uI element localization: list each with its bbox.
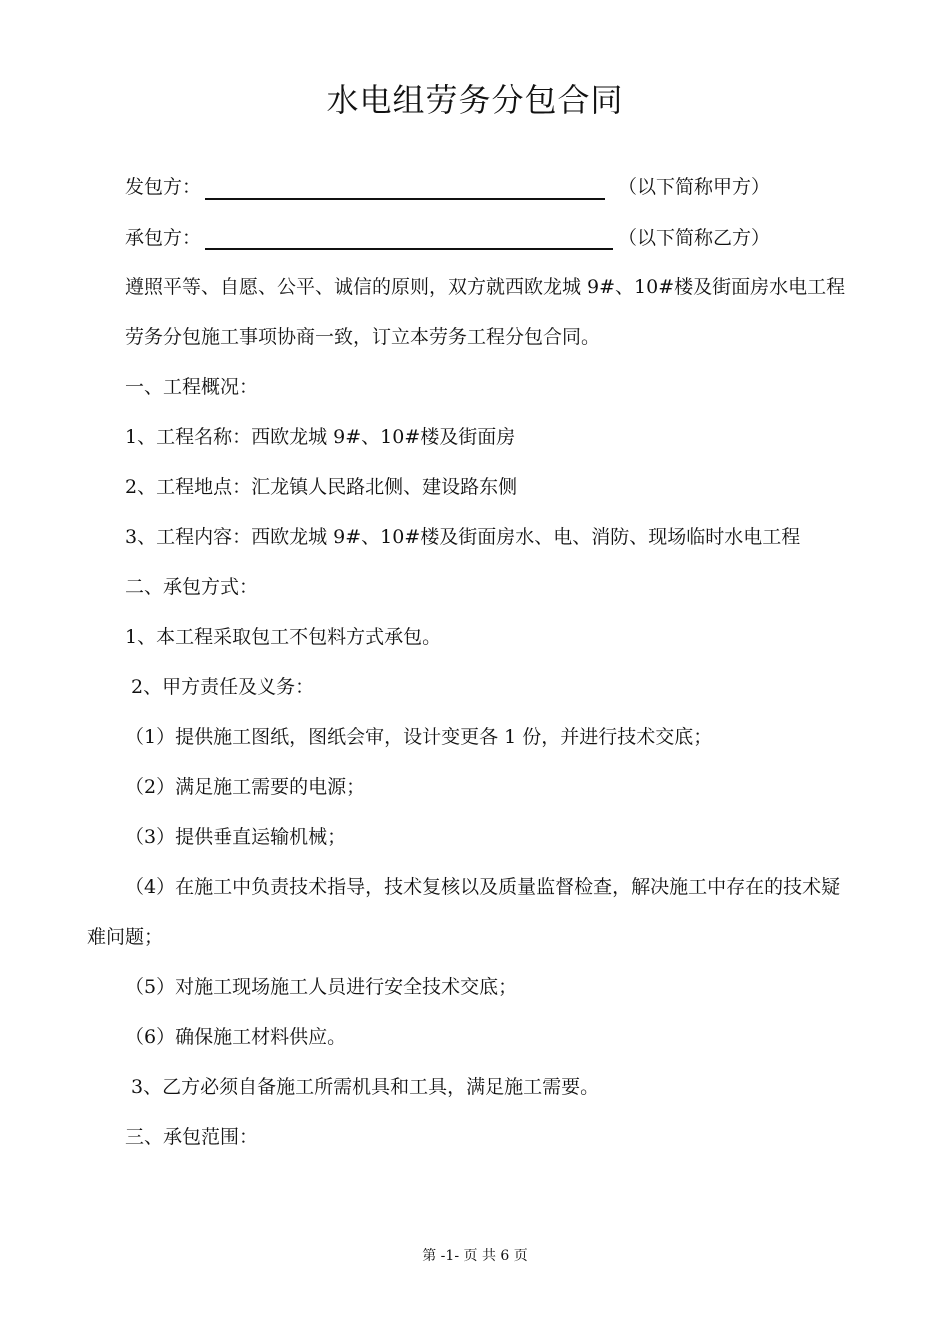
project-location: 2、工程地点：汇龙镇人民路北侧、建设路东侧 — [125, 476, 518, 498]
duty-item-2: （2）满足施工需要的电源； — [125, 776, 366, 798]
document-title: 水电组劳务分包合同 — [326, 81, 624, 119]
page-footer: 第 -1- 页 共 6 页 — [422, 1248, 528, 1264]
subcontractor-label: 承包方： — [125, 227, 202, 249]
duty-item-6: （6）确保施工材料供应。 — [125, 1026, 347, 1048]
contractor-label: 发包方： — [125, 176, 202, 198]
subcontractor-note: （以下简称乙方） — [618, 227, 771, 249]
subcontractor-name-field[interactable] — [205, 248, 613, 250]
intro-line-2: 劳务分包施工事项协商一致，订立本劳务工程分包合同。 — [125, 326, 601, 348]
contractor-note: （以下简称甲方） — [618, 176, 771, 198]
project-name: 1、工程名称：西欧龙城 9#、10#楼及街面房 — [125, 426, 516, 448]
duty-item-3: （3）提供垂直运输机械； — [125, 826, 347, 848]
duty-item-4-continued: 难问题； — [87, 926, 164, 948]
party-a-duties-heading: 2、甲方责任及义务： — [131, 676, 315, 698]
contract-mode-item-1: 1、本工程采取包工不包料方式承包。 — [125, 626, 442, 648]
intro-line-1: 遵照平等、自愿、公平、诚信的原则，双方就西欧龙城 9#、10#楼及街面房水电工程 — [125, 276, 846, 298]
duty-item-1: （1）提供施工图纸，图纸会审，设计变更各 1 份，并进行技术交底； — [125, 726, 713, 748]
duty-item-5: （5）对施工现场施工人员进行安全技术交底； — [125, 976, 518, 998]
duty-item-4: （4）在施工中负责技术指导，技术复核以及质量监督检查，解决施工中存在的技术疑 — [125, 876, 841, 898]
contractor-name-field[interactable] — [205, 198, 605, 200]
project-content: 3、工程内容：西欧龙城 9#、10#楼及街面房水、电、消防、现场临时水电工程 — [125, 526, 801, 548]
party-b-tools-clause: 3、乙方必须自备施工所需机具和工具，满足施工需要。 — [131, 1076, 600, 1098]
section-heading-contract-mode: 二、承包方式： — [125, 576, 259, 598]
section-heading-overview: 一、工程概况： — [125, 376, 259, 398]
section-heading-scope: 三、承包范围： — [125, 1126, 259, 1148]
